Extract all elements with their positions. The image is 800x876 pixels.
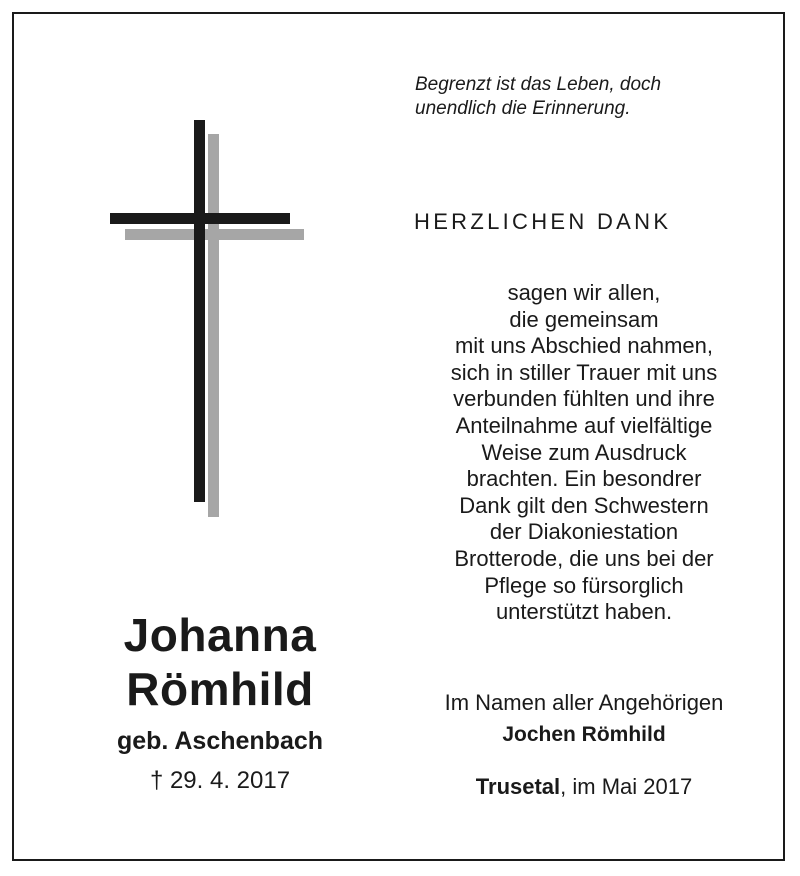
death-date: † 29. 4. 2017 — [149, 767, 291, 794]
motto-line-2: unendlich die Erinnerung. — [415, 98, 631, 119]
thanks-line: die gemeinsam — [509, 306, 659, 332]
on-behalf-text: Im Namen aller Angehörigen — [444, 690, 724, 715]
thanks-line: der Diakoniestation — [489, 519, 679, 545]
thanks-line: sich in stiller Trauer mit uns — [450, 359, 718, 385]
thanks-heading: HERZLICHEN DANK — [414, 209, 672, 234]
place-date — [404, 772, 764, 802]
deceased-name — [40, 608, 400, 716]
cross-shadow-horizontal — [125, 229, 304, 240]
signer-name: Jochen Römhild — [502, 723, 666, 746]
thanks-line: verbunden fühlten und ihre — [453, 386, 715, 412]
thanks-line: Dank gilt den Schwestern — [459, 492, 709, 518]
deceased-last-name: Römhild — [126, 663, 314, 715]
cross-icon — [108, 118, 308, 520]
thanks-line: Pflege so fürsorglich — [484, 572, 684, 598]
notice-date: , im Mai 2017 — [560, 774, 693, 799]
place-name: Trusetal — [475, 774, 561, 799]
deceased-first-name: Johanna — [123, 609, 317, 661]
motto — [415, 73, 775, 121]
thanks-text — [404, 280, 764, 626]
maiden-name: geb. Aschenbach — [116, 727, 324, 755]
thanks-line: mit uns Abschied nahmen, — [454, 333, 714, 359]
motto-line-1: Begrenzt ist das Leben, doch — [415, 74, 662, 95]
cross-vertical — [194, 120, 205, 502]
cross-shadow-vertical — [208, 134, 219, 517]
thanks-line: Brotterode, die uns bei der — [454, 545, 714, 571]
thanks-line: sagen wir allen, — [507, 280, 661, 305]
thanks-line: Weise zum Ausdruck — [481, 439, 687, 465]
thanks-line: unterstützt haben. — [495, 599, 673, 625]
thanks-line: Anteilnahme auf vielfältige — [455, 412, 713, 438]
cross-horizontal — [110, 213, 290, 224]
thanks-line: brachten. Ein besondrer — [466, 466, 702, 492]
